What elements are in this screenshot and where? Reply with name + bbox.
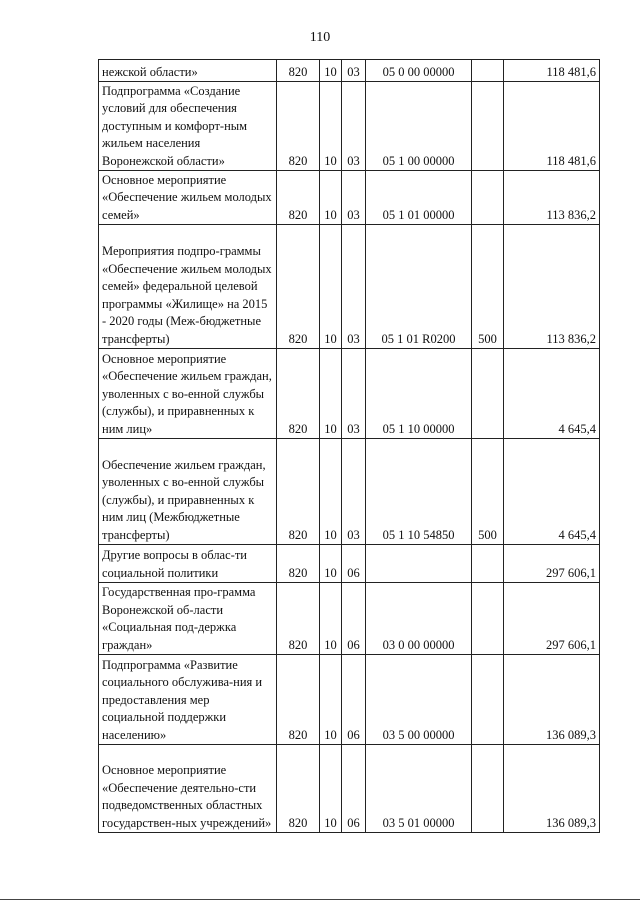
target-code: 05 1 10 00000	[366, 349, 472, 439]
table-row	[99, 655, 600, 745]
subsection-code: 03	[342, 60, 366, 82]
admin-code: 820	[277, 171, 320, 225]
table-row	[99, 745, 600, 833]
row-name: нежской области»	[99, 60, 277, 82]
amount: 297 606,1	[504, 545, 600, 583]
row-name: Основное мероприятие «Обеспечение жильем молодых семей»	[99, 171, 277, 225]
subsection-code: 03	[342, 82, 366, 171]
subsection-code: 03	[342, 349, 366, 439]
expense-code	[472, 60, 504, 82]
table-row	[99, 82, 600, 171]
section-code: 10	[320, 745, 342, 833]
amount: 136 089,3	[504, 745, 600, 833]
section-code: 10	[320, 349, 342, 439]
subsection-code: 06	[342, 545, 366, 583]
row-name: Обеспечение жильем граждан, уволенных с во-енной службы (службы), и приравненных к ним лиц (Межбюджетные трансферты)	[99, 439, 277, 545]
admin-code: 820	[277, 545, 320, 583]
target-code: 05 1 10 54850	[366, 439, 472, 545]
table-row	[99, 171, 600, 225]
page-number: 110	[309, 30, 331, 45]
row-name: Подпрограмма «Развитие социального обслужива-ния и предоставления мер социальной поддержки населению»	[99, 655, 277, 745]
section-code: 10	[320, 545, 342, 583]
amount: 118 481,6	[504, 82, 600, 171]
budget-table	[98, 59, 600, 833]
expense-code	[472, 545, 504, 583]
target-code: 05 1 01 00000	[366, 171, 472, 225]
expense-code	[472, 655, 504, 745]
section-code: 10	[320, 171, 342, 225]
target-code: 05 1 00 00000	[366, 82, 472, 171]
row-name: Основное мероприятие «Обеспечение жильем граждан, уволенных с во-енной службы (службы), и приравненных к ним лиц»	[99, 349, 277, 439]
admin-code: 820	[277, 60, 320, 82]
amount: 297 606,1	[504, 583, 600, 655]
expense-code	[472, 171, 504, 225]
section-code: 10	[320, 439, 342, 545]
row-name: Подпрограмма «Создание условий для обеспечения доступным и комфорт-ным жильем населения Воронежской области»	[99, 82, 277, 171]
section-code: 10	[320, 583, 342, 655]
subsection-code: 03	[342, 225, 366, 349]
expense-code: 500	[472, 439, 504, 545]
subsection-code: 06	[342, 655, 366, 745]
row-name: Мероприятия подпро-граммы «Обеспечение жильем молодых семей» федеральной целевой программы «Жилище» на 2015 - 2020 годы (Меж-бюджетные трансферты)	[99, 225, 277, 349]
subsection-code: 06	[342, 583, 366, 655]
table-row	[99, 545, 600, 583]
admin-code: 820	[277, 225, 320, 349]
amount: 4 645,4	[504, 349, 600, 439]
table-row	[99, 583, 600, 655]
section-code: 10	[320, 82, 342, 171]
expense-code	[472, 349, 504, 439]
subsection-code: 03	[342, 439, 366, 545]
table-row	[99, 439, 600, 545]
admin-code: 820	[277, 82, 320, 171]
section-code: 10	[320, 225, 342, 349]
amount: 113 836,2	[504, 171, 600, 225]
expense-code: 500	[472, 225, 504, 349]
expense-code	[472, 583, 504, 655]
amount: 4 645,4	[504, 439, 600, 545]
amount: 136 089,3	[504, 655, 600, 745]
target-code: 05 0 00 00000	[366, 60, 472, 82]
amount: 118 481,6	[504, 60, 600, 82]
subsection-code: 06	[342, 745, 366, 833]
admin-code: 820	[277, 583, 320, 655]
expense-code	[472, 82, 504, 171]
amount: 113 836,2	[504, 225, 600, 349]
admin-code: 820	[277, 655, 320, 745]
target-code: 03 5 01 00000	[366, 745, 472, 833]
expense-code	[472, 745, 504, 833]
admin-code: 820	[277, 745, 320, 833]
section-code: 10	[320, 655, 342, 745]
page-divider	[0, 899, 640, 900]
target-code	[366, 545, 472, 583]
table-row	[99, 60, 600, 82]
row-name: Государственная про-грамма Воронежской об-ласти «Социальная под-держка граждан»	[99, 583, 277, 655]
section-code: 10	[320, 60, 342, 82]
table-row	[99, 349, 600, 439]
admin-code: 820	[277, 439, 320, 545]
target-code: 05 1 01 R0200	[366, 225, 472, 349]
row-name: Основное мероприятие «Обеспечение деятельно-сти подведомственных областных государствен-ных учреждений»	[99, 745, 277, 833]
table-row	[99, 225, 600, 349]
target-code: 03 5 00 00000	[366, 655, 472, 745]
subsection-code: 03	[342, 171, 366, 225]
admin-code: 820	[277, 349, 320, 439]
target-code: 03 0 00 00000	[366, 583, 472, 655]
row-name: Другие вопросы в облас-ти социальной политики	[99, 545, 277, 583]
